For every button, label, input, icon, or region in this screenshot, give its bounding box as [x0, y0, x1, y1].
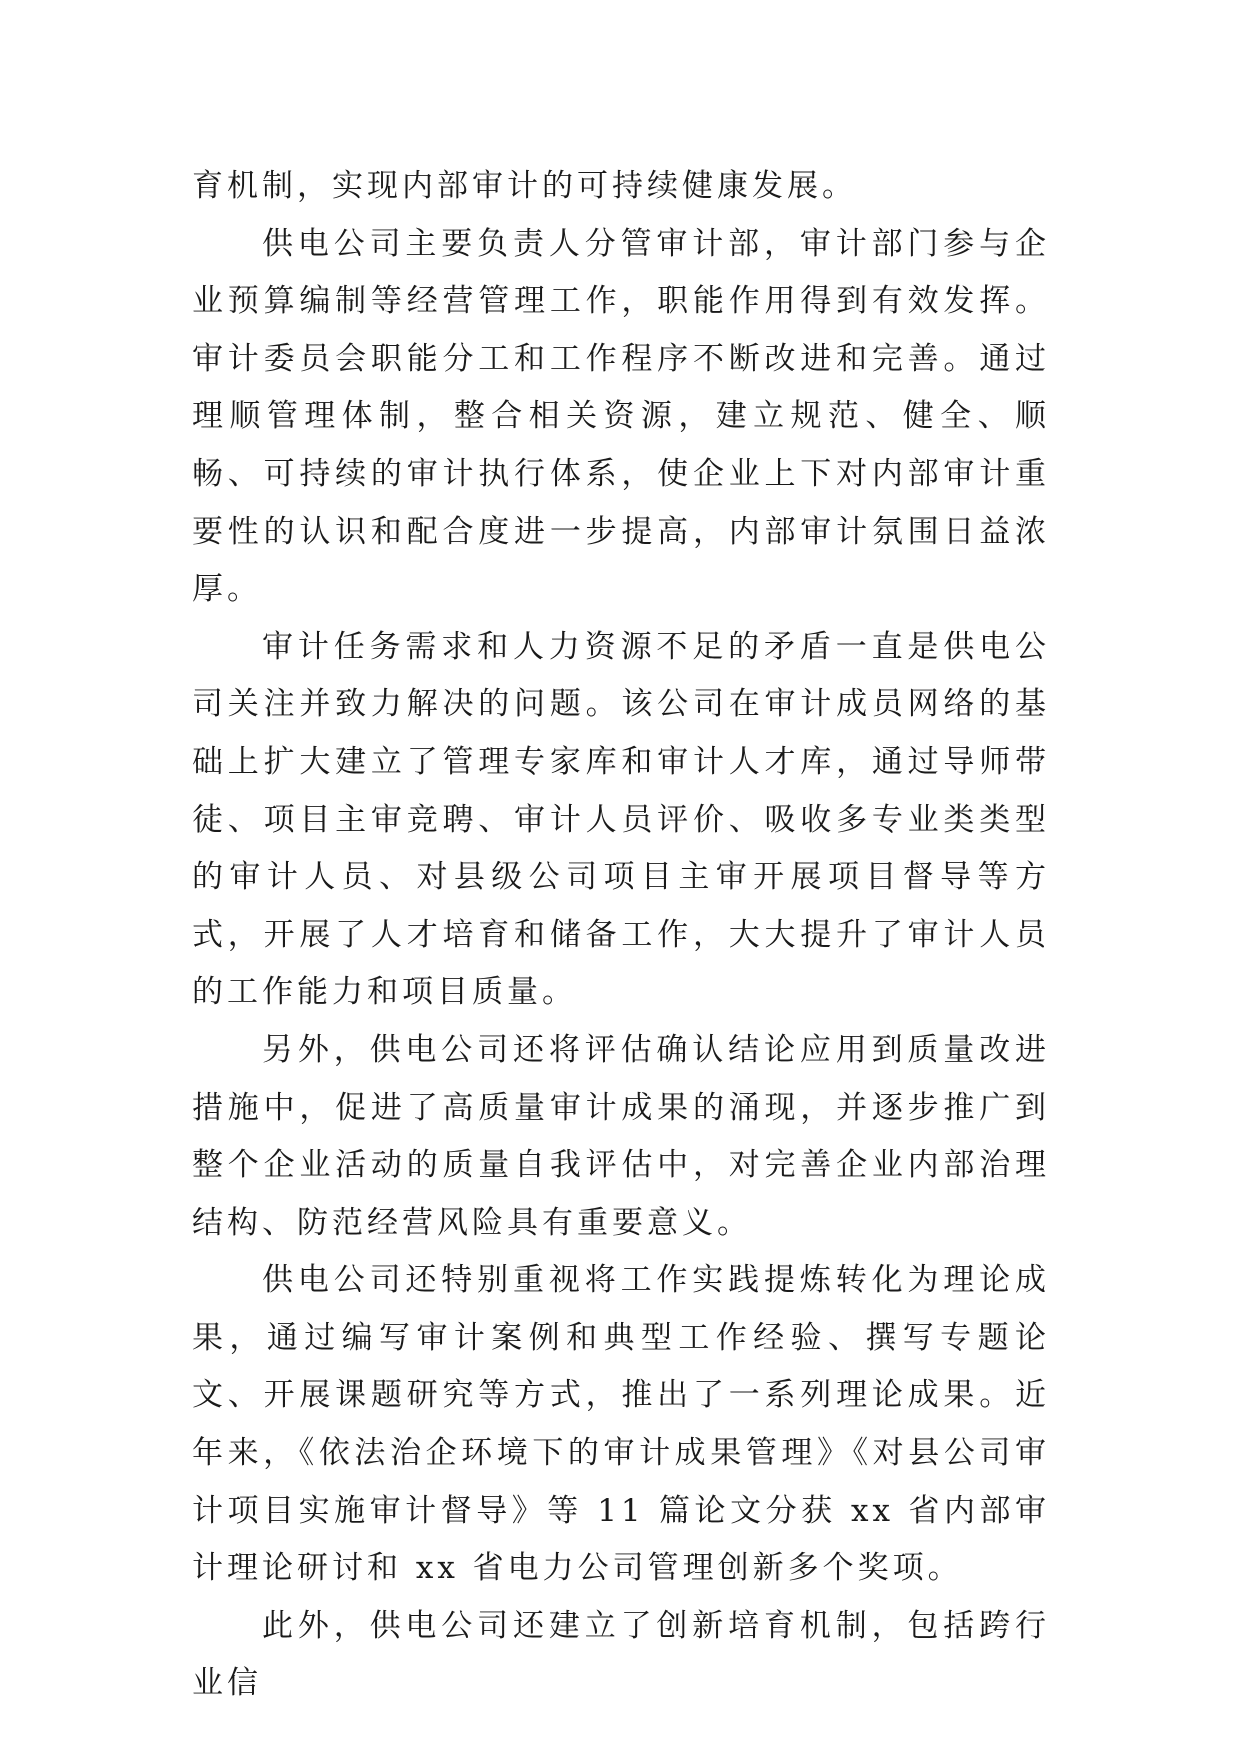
paragraph-4: 另外，供电公司还将评估确认结论应用到质量改进措施中，促进了高质量审计成果的涌现，并逐步推广到整个企业活动的质量自我评估中，对完善企业内部治理结构、防范经营风险具有重要意义。 — [192, 1031, 1050, 1241]
paragraph-5: 供电公司还特别重视将工作实践提炼转化为理论成果，通过编写审计案例和典型工作经验、撰写专题论文、开展课题研究等方式，推出了一系列理论成果。近年来，《依法治企环境下的审计成果管理》《对县公司审计项目实施审计督导》等 11 篇论文分获 xx 省内部审计理论研讨和 xx 省电力公司管理创新多个奖项。 — [192, 1262, 1050, 1587]
paragraph-3: 审计任务需求和人力资源不足的矛盾一直是供电公司关注并致力解决的问题。该公司在审计成员网络的基础上扩大建立了管理专家库和审计人才库，通过导师带徒、项目主审竞聘、审计人员评价、吸收多专业类类型的审计人员、对县级公司项目主审开展项目督导等方式，开展了人才培育和储备工作，大大提升了审计人员的工作能力和项目质量。 — [192, 628, 1050, 1011]
paragraph-2: 供电公司主要负责人分管审计部，审计部门参与企业预算编制等经营管理工作，职能作用得到有效发挥。审计委员会职能分工和工作程序不断改进和完善。通过理顺管理体制，整合相关资源，建立规范、健全、顺畅、可持续的审计执行体系，使企业上下对内部审计重要性的认识和配合度进一步提高，内部审计氛围日益浓厚。 — [192, 225, 1050, 608]
paragraph-1: 育机制，实现内部审计的可持续健康发展。 — [192, 168, 857, 204]
body-text — [192, 158, 1050, 1713]
paragraph-6: 此外，供电公司还建立了创新培育机制，包括跨行业信 — [192, 1607, 1050, 1702]
